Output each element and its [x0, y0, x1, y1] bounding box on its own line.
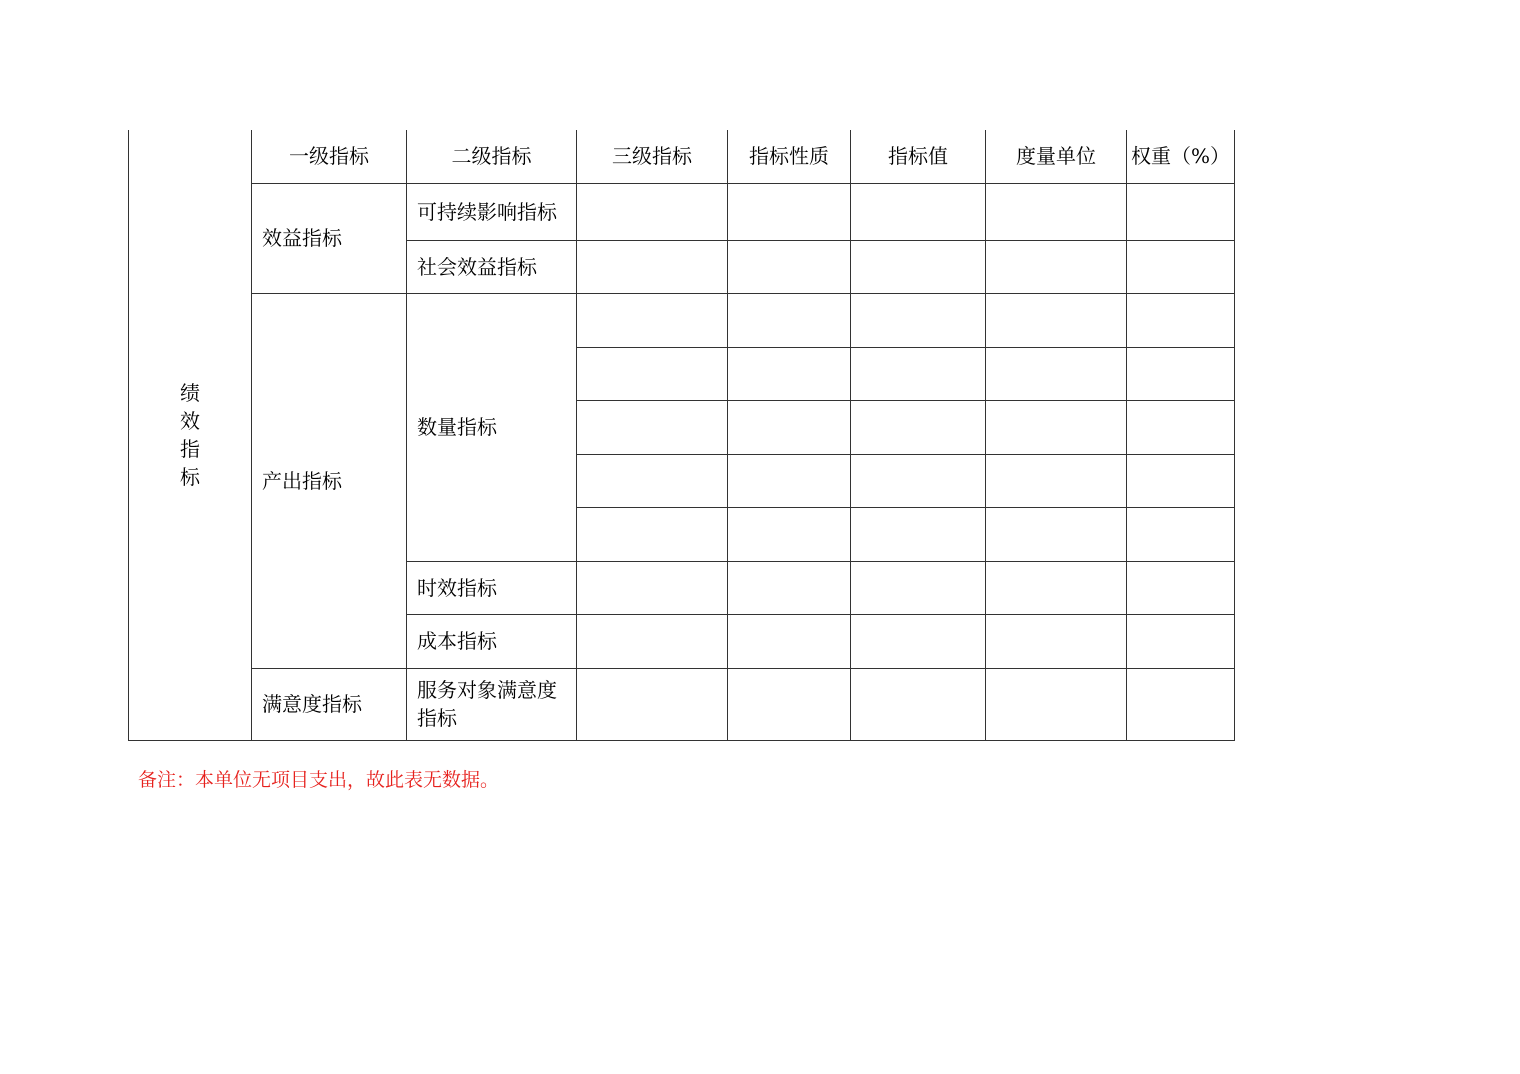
table-cell	[577, 454, 728, 507]
table-row	[129, 293, 1235, 347]
header-nature: 指标性质	[728, 130, 851, 183]
table-cell	[986, 183, 1127, 240]
table-cell	[1127, 347, 1235, 400]
header-level1: 一级指标	[252, 130, 407, 183]
level2-timeliness: 时效指标	[407, 561, 577, 614]
table-cell	[851, 183, 986, 240]
table-cell	[1127, 614, 1235, 668]
category-label: 绩 效 指 标	[180, 380, 200, 489]
header-value: 指标值	[851, 130, 986, 183]
table-cell	[728, 347, 851, 400]
table-row	[129, 183, 1235, 240]
table-cell	[728, 561, 851, 614]
level2-sustainable: 可持续影响指标	[407, 183, 577, 240]
table-cell	[1127, 293, 1235, 347]
table-cell	[1127, 240, 1235, 293]
table-cell	[577, 240, 728, 293]
table-cell	[851, 293, 986, 347]
table-cell	[728, 293, 851, 347]
table-cell	[577, 561, 728, 614]
table-cell	[1127, 400, 1235, 454]
table-cell	[728, 400, 851, 454]
table-cell	[986, 240, 1127, 293]
table-cell	[728, 614, 851, 668]
level2-cost: 成本指标	[407, 614, 577, 668]
table-cell	[986, 561, 1127, 614]
level2-service-satisfaction: 服务对象满意度指标	[407, 668, 577, 740]
table-cell	[577, 507, 728, 561]
table-cell	[986, 293, 1127, 347]
table-cell	[577, 183, 728, 240]
category-cell	[129, 130, 252, 740]
table-cell	[851, 507, 986, 561]
performance-indicator-table	[128, 130, 1235, 741]
table-cell	[851, 668, 986, 740]
level1-satisfaction: 满意度指标	[252, 668, 407, 740]
table-cell	[986, 347, 1127, 400]
table-cell	[1127, 454, 1235, 507]
level2-social: 社会效益指标	[407, 240, 577, 293]
table-cell	[986, 507, 1127, 561]
table-cell	[851, 561, 986, 614]
table-cell	[728, 183, 851, 240]
table-cell	[851, 240, 986, 293]
table-cell	[728, 668, 851, 740]
table-cell	[1127, 668, 1235, 740]
table-cell	[728, 507, 851, 561]
header-weight: 权重（%）	[1127, 130, 1235, 183]
table-cell	[577, 614, 728, 668]
table-cell	[1127, 561, 1235, 614]
header-row	[129, 130, 1235, 183]
table-cell	[1127, 183, 1235, 240]
table-cell	[851, 614, 986, 668]
table-cell	[1127, 507, 1235, 561]
table-cell	[577, 668, 728, 740]
table-cell	[728, 240, 851, 293]
table-cell	[851, 347, 986, 400]
table-cell	[986, 400, 1127, 454]
header-level2: 二级指标	[407, 130, 577, 183]
table-cell	[986, 614, 1127, 668]
header-level3: 三级指标	[577, 130, 728, 183]
table-cell	[577, 400, 728, 454]
table-cell	[986, 454, 1127, 507]
table-cell	[851, 454, 986, 507]
header-unit: 度量单位	[986, 130, 1127, 183]
table-cell	[986, 668, 1127, 740]
level2-quantity: 数量指标	[407, 293, 577, 561]
remark-note: 备注：本单位无项目支出，故此表无数据。	[138, 769, 500, 791]
level1-benefit: 效益指标	[252, 183, 407, 293]
table-cell	[577, 293, 728, 347]
table-cell	[728, 454, 851, 507]
table-row	[129, 668, 1235, 740]
level1-output: 产出指标	[252, 293, 407, 668]
table-cell	[851, 400, 986, 454]
table-cell	[577, 347, 728, 400]
